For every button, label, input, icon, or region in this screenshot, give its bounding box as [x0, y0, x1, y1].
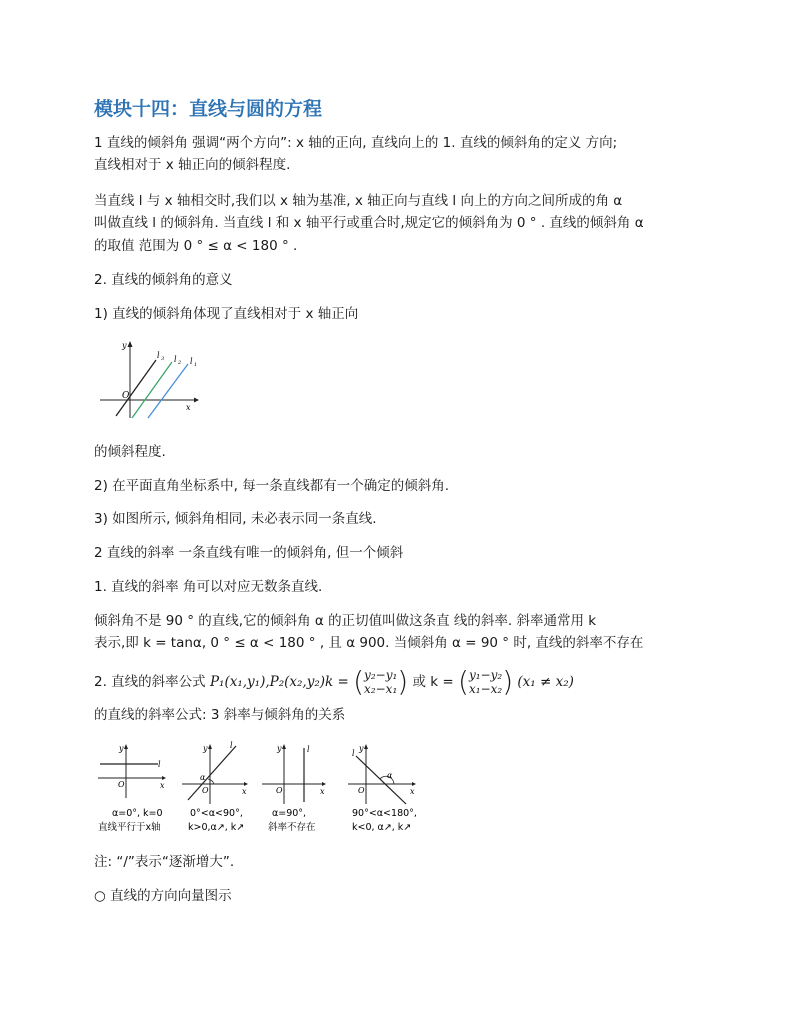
panel-obtuse [348, 744, 417, 833]
panel-vertical [262, 744, 326, 833]
slope-fraction-2: y₁−y₂ x₁−x₂ [468, 668, 503, 696]
svg-text:k<0, α↗, k↗: k<0, α↗, k↗ [352, 822, 412, 833]
svg-text:直线平行于x轴: 直线平行于x轴 [98, 822, 161, 833]
section2-heading: 2. 直线的倾斜角的意义 [94, 272, 233, 288]
svg-text:l: l [158, 760, 161, 769]
slope-fraction-1: y₂−y₁ x₂−x₁ [364, 668, 398, 696]
svg-text:α=90°,: α=90°, [272, 808, 307, 819]
svg-text:α: α [387, 771, 393, 780]
parallel-lines-figure [94, 338, 204, 420]
fig1-origin-label: O [122, 391, 130, 401]
fig1-l2-label: l [174, 355, 177, 364]
svg-text:l: l [352, 749, 355, 758]
svg-text:y: y [359, 744, 364, 753]
svg-text:1: 1 [194, 362, 198, 368]
section3-line2: 1. 直线的斜率 角可以对应无数条直线. [94, 579, 323, 595]
para2-line2: 叫做直线 l 的倾斜角. 当直线 l 和 x 轴平行或重合时,规定它的倾斜角为 0 ° . 直线的倾斜角 α [94, 215, 644, 231]
fig1-l3-label: l [157, 351, 160, 360]
svg-text:k>0,α↗, k↗: k>0,α↗, k↗ [188, 822, 245, 833]
svg-text:O: O [358, 786, 365, 795]
svg-text:O: O [276, 786, 283, 795]
para3-line2: 表示,即 k = tanα, 0 ° ≤ α < 180 ° , 且 α 900. 当倾斜角 α = 90 ° 时, 直线的斜率不存在 [94, 635, 644, 651]
fig1-x-label: x [186, 403, 191, 412]
svg-text:x: x [320, 787, 325, 796]
svg-text:O: O [118, 780, 125, 789]
para1-line2: 直线相对于 x 轴正向的倾斜程度. [94, 157, 291, 173]
fig1-y-label: y [122, 341, 127, 350]
page-title: 模块十四：直线与圆的方程 [94, 98, 323, 120]
svg-text:2: 2 [178, 360, 182, 366]
svg-text:斜率不存在: 斜率不存在 [268, 822, 316, 833]
para2-line1: 当直线 l 与 x 轴相交时,我们以 x 轴为基准, x 轴正向与直线 l 向上的方向之间所成的角 α [94, 193, 623, 209]
slope-formula: 2. 直线的斜率公式 P₁(x₁,y₁),P₂(x₂,y₂)k = ( y₂−y₁ x₂−x₁ ) 或 k = ( y₁−y₂ x₁−x₂ ) (x₁ ≠ x₂) [94, 665, 574, 698]
svg-text:O: O [202, 786, 209, 795]
panel-acute [182, 741, 248, 833]
svg-text:0°<α<90°,: 0°<α<90°, [190, 808, 243, 819]
fig1-l1-label: l [190, 357, 193, 366]
para3-line1: 倾斜角不是 90 ° 的直线,它的倾斜角 α 的正切值叫做这条直 线的斜率. 斜率通常用 k [94, 613, 597, 629]
svg-text:x: x [410, 787, 415, 796]
slope-angle-figure [94, 740, 434, 840]
section2-item2: 2) 在平面直角坐标系中, 每一条直线都有一个确定的倾斜角. [94, 478, 450, 494]
svg-text:x: x [242, 787, 247, 796]
para1-line1: 1 直线的倾斜角 强调“两个方向”: x 轴的正向, 直线向上的 1. 直线的倾斜角的定义 方向; [94, 135, 618, 151]
svg-text:y: y [277, 744, 282, 753]
svg-text:3: 3 [161, 356, 165, 362]
section2-item1: 1) 直线的倾斜角体现了直线相对于 x 轴正向 [94, 306, 359, 322]
panel-horizontal [98, 744, 166, 833]
svg-text:y: y [203, 744, 208, 753]
svg-text:l: l [307, 745, 310, 754]
svg-text:l: l [230, 741, 233, 750]
section2-continuation: 的倾斜程度. [94, 444, 166, 460]
section3-line1: 2 直线的斜率 一条直线有唯一的倾斜角, 但一个倾斜 [94, 545, 404, 561]
note-line: 注: “/”表示“逐渐增大”. [94, 854, 235, 870]
last-line: ○ 直线的方向向量图示 [94, 888, 232, 904]
svg-text:y: y [119, 744, 124, 753]
para2-line3: 的取值 范围为 0 ° ≤ α < 180 ° . [94, 238, 298, 254]
svg-text:x: x [160, 781, 165, 790]
svg-text:α=0°, k=0: α=0°, k=0 [112, 808, 163, 819]
section2-item3: 3) 如图所示, 倾斜角相同, 未必表示同一条直线. [94, 511, 377, 527]
svg-text:90°<α<180°,: 90°<α<180°, [352, 808, 417, 819]
svg-text:α: α [200, 773, 206, 782]
section4-line: 的直线的斜率公式: 3 斜率与倾斜角的关系 [94, 707, 346, 723]
